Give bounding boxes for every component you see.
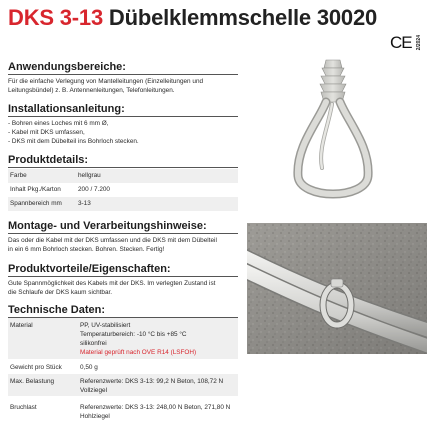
tech-value: Hohlziegel bbox=[80, 413, 110, 420]
heading-produktdetails: Produktdetails: bbox=[8, 154, 89, 166]
detail-value: 3-13 bbox=[78, 200, 91, 207]
divider bbox=[8, 116, 238, 117]
tech-key-belastung: Max. Belastung bbox=[10, 378, 55, 385]
heading-installation: Installationsanleitung: bbox=[8, 103, 125, 115]
divider bbox=[8, 74, 238, 75]
tech-value: 0,50 g bbox=[80, 364, 98, 371]
divider bbox=[8, 233, 238, 234]
detail-row bbox=[8, 197, 238, 211]
cable-clip-product-image bbox=[288, 58, 378, 208]
product-code: DKS 3-13 bbox=[8, 5, 103, 30]
heading-anwendung: Anwendungsbereiche: bbox=[8, 61, 126, 73]
tech-value: Temperaturbereich: -10 °C bis +85 °C bbox=[80, 331, 187, 338]
tech-value: Referenzwerte: DKS 3-13: 99,2 N Beton, 108,72 N bbox=[80, 378, 224, 385]
anwendung-line: Für die einfache Verlegung von Mantelleitungen (Einzelleitungen und bbox=[8, 78, 204, 85]
heading-technische: Technische Daten: bbox=[8, 304, 105, 316]
tech-value-note: Material geprüft nach OVE R14 (LSFOH) bbox=[80, 349, 197, 356]
installation-line: - Bohren eines Loches mit 6 mm Ø, bbox=[8, 120, 109, 127]
detail-key: Inhalt Pkg./Karton bbox=[10, 186, 61, 193]
detail-value: 200 / 7.200 bbox=[78, 186, 110, 193]
product-name: Dübelklemmschelle 30020 bbox=[108, 5, 378, 30]
divider bbox=[8, 276, 238, 277]
tech-value: silikonfrei bbox=[80, 340, 107, 347]
montage-line: Das oder die Kabel mit der DKS umfassen und die DKS mit dem Dübelteil bbox=[8, 237, 217, 244]
detail-key: Farbe bbox=[10, 172, 27, 179]
installation-photo bbox=[247, 223, 427, 354]
montage-line: in ein 6 mm Bohrloch stecken. Bohren. Stecken. Fertig! bbox=[8, 246, 165, 253]
vorteile-line: Gute Spannmöglichkeit des Kabels mit der DKS. Im verlegten Zustand ist bbox=[8, 280, 216, 287]
detail-row bbox=[8, 169, 238, 183]
ce-year: 2/2024 bbox=[416, 35, 422, 51]
divider bbox=[8, 167, 238, 168]
tech-value: PP, UV-stabilisiert bbox=[80, 322, 131, 329]
ce-mark-icon bbox=[390, 33, 428, 55]
tech-key-gewicht: Gewicht pro Stück bbox=[10, 364, 62, 371]
tech-value: Referenzwerte: DKS 3-13: 248,00 N Beton, 271,80 N bbox=[80, 404, 231, 411]
detail-row bbox=[8, 183, 238, 197]
ce-mark: CE bbox=[390, 33, 412, 52]
detail-key: Spannbereich mm bbox=[10, 200, 62, 207]
installation-line: - Kabel mit DKS umfassen, bbox=[8, 129, 85, 136]
heading-montage: Montage- und Verarbeitungshinweise: bbox=[8, 220, 207, 232]
tech-value: Vollziegel bbox=[80, 387, 108, 394]
vorteile-line: die Schlaufe der DKS kaum sichtbar. bbox=[8, 289, 113, 296]
tech-key-bruchlast: Bruchlast bbox=[10, 404, 37, 411]
heading-vorteile: Produktvorteile/Eigenschaften: bbox=[8, 263, 171, 275]
installation-line: - DKS mit dem Dübelteil ins Bohrloch stecken. bbox=[8, 138, 139, 145]
tech-key-material: Material bbox=[10, 322, 33, 329]
detail-value: hellgrau bbox=[78, 172, 101, 179]
anwendung-line: Leitungsbündel) z. B. Antennenleitungen, Telefonleitungen. bbox=[8, 87, 175, 94]
page-title bbox=[8, 4, 377, 32]
